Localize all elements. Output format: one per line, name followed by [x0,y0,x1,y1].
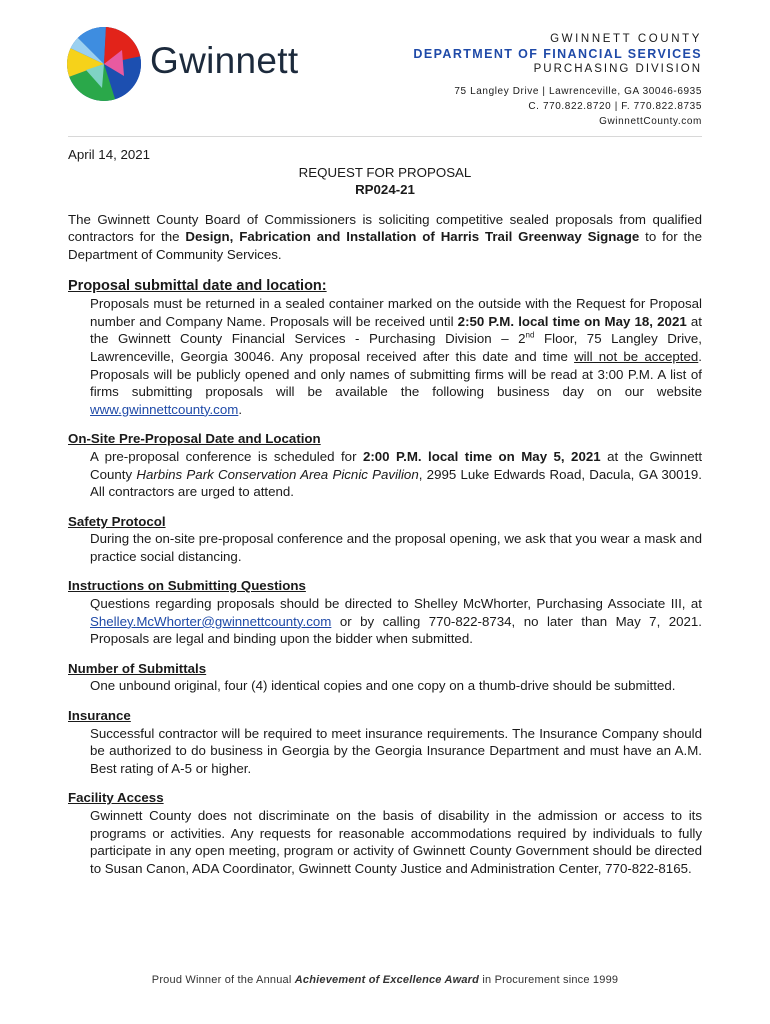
address-line: 75 Langley Drive | Lawrenceville, GA 30046-6935 [454,86,702,97]
insurance-text: Successful contractor will be required to meet insurance requirements. The Insurance Company should be authorized to do business in Georgia by the Georgia Insurance Department and must have an A.M. Best rating of A-5 or higher. [90,725,702,776]
website-link[interactable]: www.gwinnettcounty.com [90,401,239,417]
onsite-text: A pre-proposal conference is scheduled for 2:00 P.M. local time on May 5, 2021 at the Gwinnett County Harbins Park Conservation Area Picnic Pavilion, 2995 Luke Edwards Road, Dacula, GA 30019. All contractors are urged to attend. [90,448,703,500]
rfp-title: REQUEST FOR PROPOSAL [298,164,472,180]
website-line[interactable]: GwinnettCounty.com [599,116,702,127]
award-footer: Proud Winner of the Annual Achievement of Excellence Award in Procurement since 1999 [151,974,619,986]
letterhead [413,33,702,129]
submittal-text: Proposals must be returned in a sealed container marked on the outside with the Request for Proposal number and Company Name. Proposals will be received until 2:50 P.M. local time on May 18, 2021 at the Gwinnett County Financial Services - Purchasing Division – 2nd Floor, 75 Langley Drive, Lawrenceville, Georgia 30046. Any proposal received after this date and time will not be accepted. Proposals will be publicly opened and only names of submitting firms will be read at 3:00 P.M. A list of firms submitting proposals will be available the following business day on our website www.gwinnettcounty.com. [90,296,702,417]
insurance-heading: Insurance [68,708,131,724]
phone-line: C. 770.822.8720 | F. 770.822.8735 [528,101,702,112]
rfp-number: RP024-21 [355,182,415,198]
letter-date: April 14, 2021 [68,147,151,162]
submittals-text: One unbound original, four (4) identical copies and one copy on a thumb-drive should be submitted. [90,678,676,694]
header-divider [68,136,702,137]
submittal-heading: Proposal submittal date and location: [68,277,327,294]
facility-heading: Facility Access [68,790,164,806]
division-name: PURCHASING DIVISION [533,63,702,75]
safety-heading: Safety Protocol [68,513,166,529]
contact-block [413,84,702,129]
facility-text: Gwinnett County does not discriminate on the basis of disability in the admission or access to its programs or activities. Any requests for reasonable accommodations required by individuals to fully participate in any open meeting, program or activity of Gwinnett County Government should be directed to Susan Canon, ADA Coordinator, Gwinnett County Justice and Administration Center, 770-822-8165. [90,808,702,876]
logo-wordmark: Gwinnett [150,40,299,81]
email-link[interactable]: Shelley.McWhorter@gwinnettcounty.com [90,613,332,629]
questions-heading: Instructions on Submitting Questions [68,578,306,594]
questions-text: Questions regarding proposals should be directed to Shelley McWhorter, Purchasing Associate III, at Shelley.McWhorter@gwinnettcounty.com or by calling 770-822-8734, no later than May 7, 2021. Proposals are legal and binding upon the bidder when submitted. [90,596,702,647]
safety-text: During the on-site pre-proposal conference and the proposal opening, we ask that you wear a mask and practice social distancing. [90,531,702,564]
department-name: DEPARTMENT OF FINANCIAL SERVICES [413,47,702,61]
gwinnett-logo-icon [66,26,142,102]
onsite-heading: On-Site Pre-Proposal Date and Location [68,431,321,447]
submittals-heading: Number of Submittals [68,660,207,676]
project-name: Design, Fabrication and Installation of Harris Trail Greenway Signage [185,229,640,245]
county-name: GWINNETT COUNTY [550,33,702,45]
letter-body [68,146,702,877]
intro-paragraph: The Gwinnett County Board of Commissioners is soliciting competitive sealed proposals from qualified contractors for the Design, Fabrication and Installation of Harris Trail Greenway Signage to for the Department of Community Services. [68,211,702,262]
